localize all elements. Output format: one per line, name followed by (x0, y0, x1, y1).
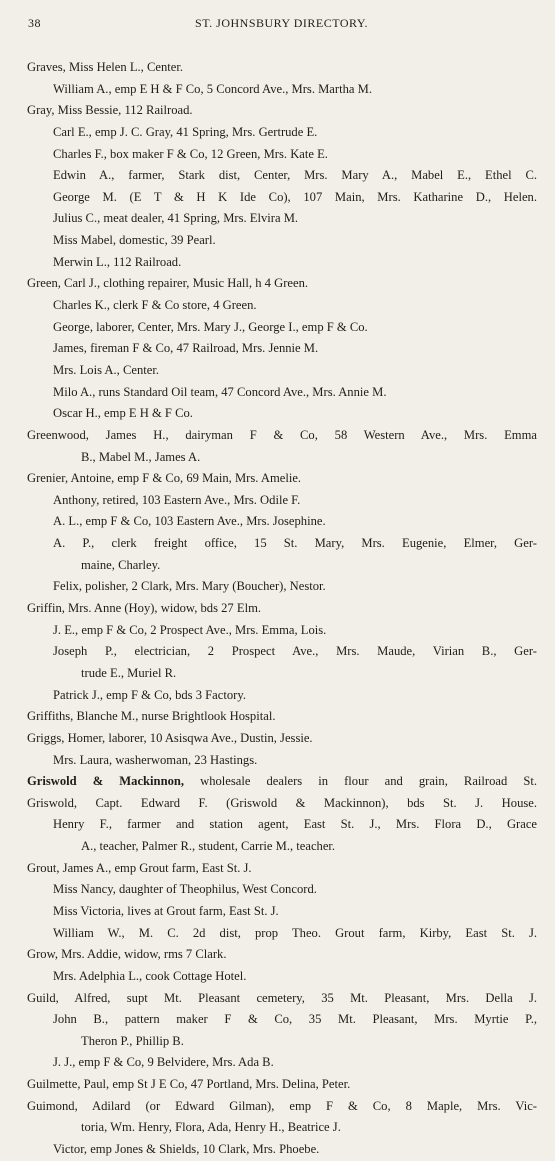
directory-line: Grow, Mrs. Addie, widow, rms 7 Clark. (27, 947, 227, 962)
directory-line: William A., emp E H & F Co, 5 Concord Ave., Mrs. Martha M. (53, 81, 372, 96)
directory-line: John B., pattern maker F & Co, 35 Mt. Pleasant, Mrs. Myrtie P., (53, 1012, 537, 1027)
directory-line: Greenwood, James H., dairyman F & Co, 58 Western Ave., Mrs. Emma (27, 427, 537, 442)
directory-line: J. J., emp F & Co, 9 Belvidere, Mrs. Ada B. (53, 1055, 274, 1070)
directory-line: Felix, polisher, 2 Clark, Mrs. Mary (Boucher), Nestor. (53, 579, 326, 594)
bold-entry-name: Griswold & Mackinnon, (27, 774, 185, 789)
directory-line: Victor, emp Jones & Shields, 10 Clark, Mrs. Phoebe. (53, 1142, 320, 1157)
directory-line: Oscar H., emp E H & F Co. (53, 406, 193, 421)
directory-line: Mrs. Adelphia L., cook Cottage Hotel. (53, 968, 247, 983)
directory-line: A. L., emp F & Co, 103 Eastern Ave., Mrs. Josephine. (53, 514, 326, 529)
page-title: ST. JOHNSBURY DIRECTORY. (195, 16, 368, 30)
directory-line: Mrs. Lois A., Center. (53, 362, 159, 377)
directory-line (0, 771, 555, 793)
directory-line: Green, Carl J., clothing repairer, Music Hall, h 4 Green. (27, 276, 309, 291)
directory-line: Graves, Miss Helen L., Center. (27, 60, 183, 74)
directory-line: Grout, James A., emp Grout farm, East St. J. (27, 860, 252, 875)
directory-line: Grenier, Antoine, emp F & Co, 69 Main, Mrs. Amelie. (27, 471, 302, 486)
directory-line: Charles F., box maker F & Co, 12 Green, Mrs. Kate E. (53, 146, 328, 161)
directory-line: Griffiths, Blanche M., nurse Brightlook Hospital. (27, 709, 276, 724)
directory-entries (0, 57, 555, 1161)
directory-line: Gray, Miss Bessie, 112 Railroad. (27, 103, 193, 118)
directory-line: James, fireman F & Co, 47 Railroad, Mrs. Jennie M. (53, 341, 319, 356)
directory-line: Henry F., farmer and station agent, East St. J., Mrs. Flora D., Grace (53, 817, 537, 832)
directory-line: A., teacher, Palmer R., student, Carrie M., teacher. (81, 839, 336, 854)
entry-text: wholesale dealers in flour and grain, Railroad St. (200, 774, 538, 789)
directory-line: toria, Wm. Henry, Flora, Ada, Henry H., Beatrice J. (81, 1120, 341, 1135)
directory-line: maine, Charley. (81, 557, 161, 572)
directory-line: Guimond, Adilard (or Edward Gilman), emp F & Co, 8 Maple, Mrs. Vic- (27, 1098, 537, 1113)
directory-line: George, laborer, Center, Mrs. Mary J., George I., emp F & Co. (53, 319, 368, 334)
directory-line: Charles K., clerk F & Co store, 4 Green. (53, 298, 257, 313)
directory-line: Joseph P., electrician, 2 Prospect Ave., Mrs. Maude, Virian B., Ger- (53, 644, 537, 659)
directory-line: Patrick J., emp F & Co, bds 3 Factory. (53, 687, 246, 702)
directory-line: Theron P., Phillip B. (81, 1033, 184, 1048)
page-header (28, 16, 535, 38)
directory-line: George M. (E T & H K Ide Co), 107 Main, Mrs. Katharine D., Helen. (53, 189, 537, 204)
directory-line: Griswold, Capt. Edward F. (Griswold & Mackinnon), bds St. J. House. (27, 795, 537, 810)
directory-line: Carl E., emp J. C. Gray, 41 Spring, Mrs. Gertrude E. (53, 124, 318, 139)
directory-line: Guild, Alfred, supt Mt. Pleasant cemetery, 35 Mt. Pleasant, Mrs. Della J. (27, 990, 537, 1005)
directory-line: Guilmette, Paul, emp St J E Co, 47 Portland, Mrs. Delina, Peter. (27, 1077, 351, 1092)
directory-line: A. P., clerk freight office, 15 St. Mary, Mrs. Eugenie, Elmer, Ger- (53, 536, 537, 551)
directory-line: Milo A., runs Standard Oil team, 47 Concord Ave., Mrs. Annie M. (53, 384, 387, 399)
directory-line: Mrs. Laura, washerwoman, 23 Hastings. (53, 752, 258, 767)
directory-line: J. E., emp F & Co, 2 Prospect Ave., Mrs. Emma, Lois. (53, 622, 327, 637)
directory-line: trude E., Muriel R. (81, 665, 177, 680)
directory-line: Edwin A., farmer, Stark dist, Center, Mrs. Mary A., Mabel E., Ethel C. (53, 168, 537, 183)
directory-line: Miss Victoria, lives at Grout farm, East St. J. (53, 903, 279, 918)
directory-line: Griggs, Homer, laborer, 10 Asisqwa Ave., Dustin, Jessie. (27, 730, 313, 745)
directory-line: William W., M. C. 2d dist, prop Theo. Grout farm, Kirby, East St. J. (53, 925, 537, 940)
directory-line: Griffin, Mrs. Anne (Hoy), widow, bds 27 Elm. (27, 601, 262, 616)
directory-line: Anthony, retired, 103 Eastern Ave., Mrs. Odile F. (53, 492, 301, 507)
directory-line: Merwin L., 112 Railroad. (53, 254, 182, 269)
directory-line: B., Mabel M., James A. (81, 449, 201, 464)
directory-line: Miss Mabel, domestic, 39 Pearl. (53, 233, 216, 248)
directory-line: Miss Nancy, daughter of Theophilus, West Concord. (53, 882, 317, 897)
page-number: 38 (28, 16, 41, 30)
directory-line: Julius C., meat dealer, 41 Spring, Mrs. Elvira M. (53, 211, 299, 226)
